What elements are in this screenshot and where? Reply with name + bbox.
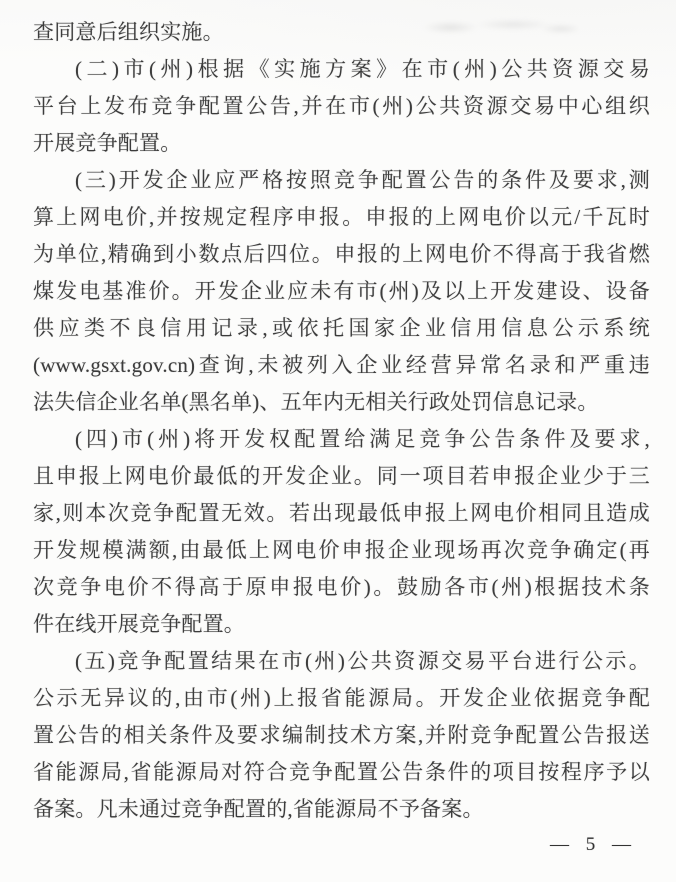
text-line: 查同意后组织实施。: [33, 20, 224, 44]
text-line: 供应类不良信用记录,或依托国家企业信用信息公示系统: [33, 316, 650, 340]
text-line: 开发规模满额,由最低上网电价申报企业现场再次竞争确定(再: [33, 538, 650, 562]
text-line: (www.gsxt.gov.cn)查询,未被列入企业经营异常名录和严重违: [33, 353, 650, 377]
text-line: 备案。凡未通过竞争配置的,省能源局不予备案。: [33, 797, 484, 821]
text-line: 开展竞争配置。: [33, 131, 182, 155]
text-line: (二)市(州)根据《实施方案》在市(州)公共资源交易: [75, 57, 650, 81]
text-line: 置公告的相关条件及要求编制技术方案,并附竞争配置公告报送: [33, 723, 650, 747]
text-line: 算上网电价,并按规定程序申报。申报的上网电价以元/千瓦时: [33, 205, 650, 229]
text-line: (四)市(州)将开发权配置给满足竞争公告条件及要求,: [75, 427, 650, 451]
text-line: 家,则本次竞争配置无效。若出现最低申报上网电价相同且造成: [33, 501, 650, 525]
document-body: [33, 14, 650, 828]
text-line: 次竞争电价不得高于原申报电价)。鼓励各市(州)根据技术条: [33, 575, 650, 599]
text-line: 煤发电基准价。开发企业应未有市(州)及以上开发建设、设备: [33, 279, 650, 303]
page-number: — 5 —: [550, 834, 634, 855]
text-line: 平台上发布竞争配置公告,并在市(州)公共资源交易中心组织: [33, 94, 650, 118]
text-line: 省能源局,省能源局对符合竞争配置公告条件的项目按程序予以: [33, 760, 650, 784]
text-line: 且申报上网电价最低的开发企业。同一项目若申报企业少于三: [33, 464, 650, 488]
text-line: (五)竞争配置结果在市(州)公共资源交易平台进行公示。: [75, 649, 650, 673]
text-line: (三)开发企业应严格按照竞争配置公告的条件及要求,测: [75, 168, 650, 192]
text-line: 件在线开展竞争配置。: [33, 612, 245, 636]
text-line: 公示无异议的,由市(州)上报省能源局。开发企业依据竞争配: [33, 686, 650, 710]
text-line: 法失信企业名单(黑名单)、五年内无相关行政处罚信息记录。: [33, 390, 599, 414]
text-line: 为单位,精确到小数点后四位。申报的上网电价不得高于我省燃: [33, 242, 650, 266]
